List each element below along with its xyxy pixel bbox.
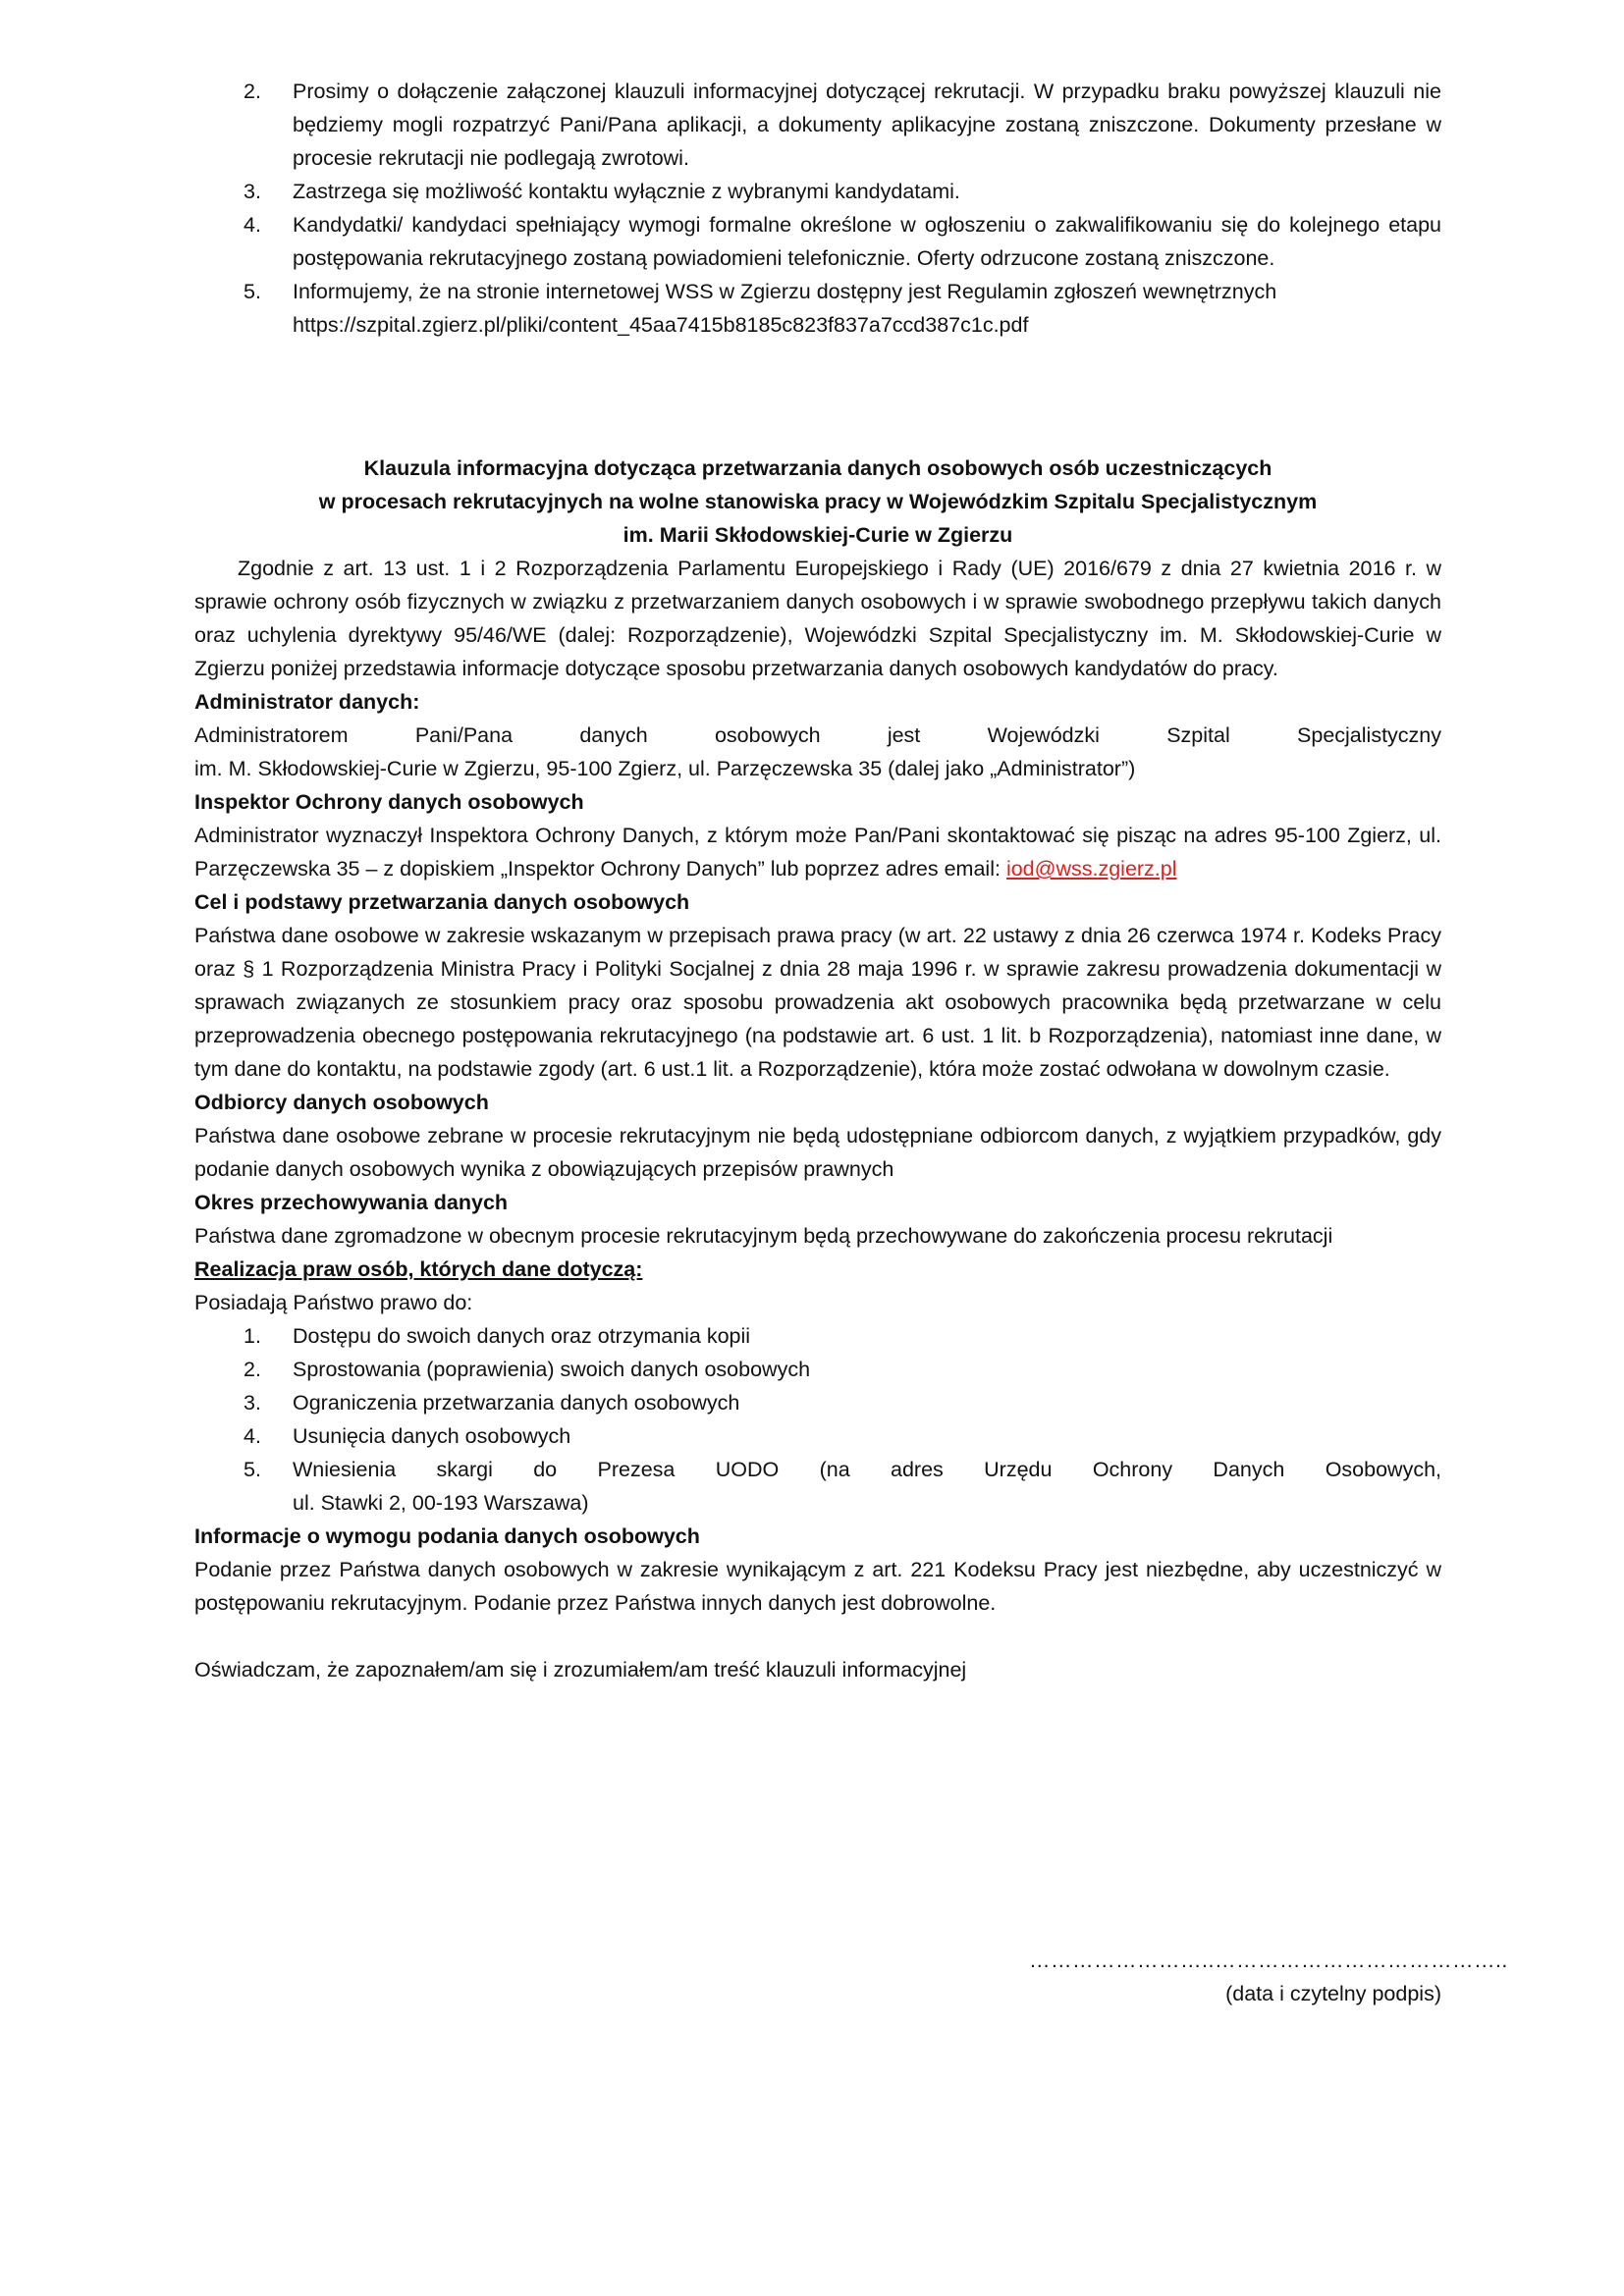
list-item-text-continued: ul. Stawki 2, 00-193 Warszawa)	[293, 1491, 589, 1515]
recipients-text: Państwa dane osobowe zebrane w procesie rekrutacyjnym nie będą udostępniane odbiorcom danych, z wyjątkiem przypadków, gdy podanie danych osobowych wynika z obowiązujących przepisów prawnych	[194, 1124, 1441, 1181]
clause-intro: Zgodnie z art. 13 ust. 1 i 2 Rozporządzenia Parlamentu Europejskiego i Rady (UE) 2016/679 z dnia 27 kwietnia 2016 r. w sprawie ochrony osób fizycznych w związku z przetwarzaniem danych osobowych i w sprawie swobodnego przepływu takich danych oraz uchylenia dyrektywy 95/46/WE (dalej: Rozporządzenie), Wojewódzki Szpital Specjalistyczny im. M. Skłodowskiej-Curie w Zgierzu poniżej przedstawia informacje dotyczące sposobu przetwarzania danych osobowych kandydatów do pracy.	[194, 557, 1441, 680]
list-item-text: Sprostowania (poprawienia) swoich danych osobowych	[293, 1358, 811, 1381]
list-item	[194, 1386, 1441, 1419]
clause-title-line: Klauzula informacyjna dotycząca przetwarzania danych osobowych osób uczestniczących	[363, 456, 1272, 480]
list-item	[194, 175, 1441, 208]
list-item-text: Usunięcia danych osobowych	[293, 1424, 571, 1448]
rights-intro: Posiadają Państwo prawo do:	[194, 1291, 473, 1314]
admin-heading: Administrator danych:	[194, 690, 420, 714]
clause-title-line: im. Marii Skłodowskiej-Curie w Zgierzu	[623, 523, 1013, 547]
iod-heading: Inspektor Ochrony danych osobowych	[194, 790, 584, 814]
consent-statement: Oświadczam, że zapoznałem/am się i zrozumiałem/am treść klauzuli informacyjnej	[194, 1658, 967, 1682]
regulations-url[interactable]: https://szpital.zgierz.pl/pliki/content_45aa7415b8185c823f837a7ccd387c1c.pdf	[293, 313, 1029, 337]
list-item	[194, 1353, 1441, 1386]
list-item-text: Informujemy, że na stronie internetowej WSS w Zgierzu dostępny jest Regulamin zgłoszeń wewnętrznych	[293, 280, 1277, 303]
list-item	[194, 1453, 1441, 1520]
requirement-heading: Informacje o wymogu podania danych osobowych	[194, 1524, 700, 1548]
admin-text-line: im. M. Skłodowskiej-Curie w Zgierzu, 95-100 Zgierz, ul. Parzęczewska 35 (dalej jako „Administrator”)	[194, 757, 1136, 780]
iod-email-link[interactable]: iod@wss.zgierz.pl	[1005, 857, 1177, 881]
list-item	[194, 1319, 1441, 1353]
clause-title	[194, 452, 1441, 552]
recruitment-notes-list	[194, 75, 1441, 342]
signature-label: (data i czytelny podpis)	[1225, 1982, 1441, 2005]
list-item-text: Dostępu do swoich danych oraz otrzymania kopii	[293, 1324, 751, 1348]
list-item-number: 3.	[244, 1391, 261, 1415]
retention-text: Państwa dane zgromadzone w obecnym procesie rekrutacyjnym będą przechowywane do zakończenia procesu rekrutacji	[194, 1224, 1333, 1248]
list-item-number: 4.	[244, 1424, 261, 1448]
rights-list	[194, 1319, 1441, 1520]
list-item	[194, 208, 1441, 275]
purpose-heading: Cel i podstawy przetwarzania danych osobowych	[194, 890, 690, 914]
list-item-text: Zastrzega się możliwość kontaktu wyłącznie z wybranymi kandydatami.	[293, 180, 960, 203]
recipients-heading: Odbiorcy danych osobowych	[194, 1091, 489, 1114]
admin-text-line: Administratorem Pani/Pana danych osobowych jest Wojewódzki Szpital Specjalistyczny	[194, 723, 1441, 747]
list-item-number: 5.	[244, 280, 261, 303]
list-item	[194, 1419, 1441, 1453]
purpose-text: Państwa dane osobowe w zakresie wskazanym w przepisach prawa pracy (w art. 22 ustawy z dnia 26 czerwca 1974 r. Kodeks Pracy oraz § 1 Rozporządzenia Ministra Pracy i Polityki Socjalnej z dnia 28 maja 1996 r. w sprawie zakresu prowadzenia dokumentacji w sprawach związanych ze stosunkiem pracy oraz sposobu prowadzenia akt osobowych pracownika będą przetwarzane w celu przeprowadzenia obecnego postępowania rekrutacyjnego (na podstawie art. 6 ust. 1 lit. b Rozporządzenia), natomiast inne dane, w tym dane do kontaktu, na podstawie zgody (art. 6 ust.1 lit. a Rozporządzenie), która może zostać odwołana w dowolnym czasie.	[194, 924, 1441, 1081]
list-item-number: 5.	[244, 1458, 261, 1481]
retention-heading: Okres przechowywania danych	[194, 1191, 509, 1214]
list-item-number: 4.	[244, 213, 261, 237]
list-item-number: 2.	[244, 80, 261, 103]
list-item-number: 3.	[244, 180, 261, 203]
iod-text-body: Administrator wyznaczył Inspektora Ochrony Danych, z którym może Pan/Pani skontaktować się pisząc na adres 95-100 Zgierz, ul. Parzęczewska 35 – z dopiskiem „Inspektor Ochrony Danych” lub poprzez adres email:	[194, 824, 1441, 881]
list-item-number: 1.	[244, 1324, 261, 1348]
rights-heading: Realizacja praw osób, których dane dotyczą:	[194, 1257, 643, 1281]
clause-title-line: w procesach rekrutacyjnych na wolne stanowiska pracy w Wojewódzkim Szpitalu Specjalistycznym	[318, 490, 1318, 513]
requirement-text: Podanie przez Państwa danych osobowych w zakresie wynikającym z art. 221 Kodeksu Pracy jest niezbędne, aby uczestniczyć w postępowaniu rekrutacyjnym. Podanie przez Państwa innych danych jest dobrowolne.	[194, 1558, 1441, 1615]
list-item	[194, 75, 1441, 175]
list-item-text: Kandydatki/ kandydaci spełniający wymogi formalne określone w ogłoszeniu o zakwalifikowaniu się do kolejnego etapu postępowania rekrutacyjnego zostaną powiadomieni telefonicznie. Oferty odrzucone zostaną zniszczone.	[293, 213, 1441, 270]
signature-line: ……………………..…………………………………..	[1029, 1949, 1508, 1972]
iod-text	[194, 819, 1441, 885]
document-content	[194, 75, 1508, 2005]
list-item-text: Ograniczenia przetwarzania danych osobowych	[293, 1391, 740, 1415]
list-item-number: 2.	[244, 1358, 261, 1381]
list-item	[194, 275, 1441, 342]
list-item-text: Wniesienia skargi do Prezesa UODO (na adres Urzędu Ochrony Danych Osobowych,	[293, 1458, 1441, 1481]
list-item-text: Prosimy o dołączenie załączonej klauzuli informacyjnej dotyczącej rekrutacji. W przypadku braku powyższej klauzuli nie będziemy mogli rozpatrzyć Pani/Pana aplikacji, a dokumenty aplikacyjne zostaną zniszczone. Dokumenty przesłane w procesie rekrutacji nie podlegają zwrotowi.	[293, 80, 1441, 170]
